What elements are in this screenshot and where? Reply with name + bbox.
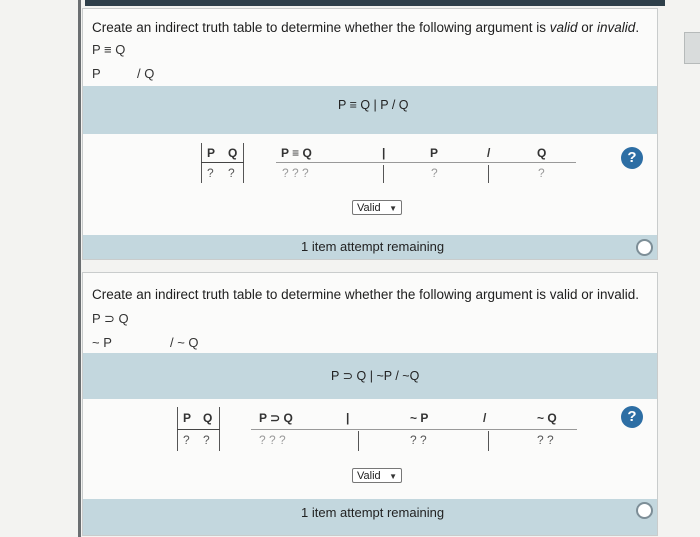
col-slash: / — [487, 146, 491, 160]
table-header-rule — [251, 429, 577, 430]
question-card-1 — [82, 8, 658, 260]
chevron-down-icon: ▼ — [389, 472, 397, 481]
formula-band — [83, 353, 657, 399]
cell-q[interactable]: ? — [203, 433, 210, 447]
table-divider — [488, 165, 489, 183]
conclusion-left: ~ P — [92, 335, 112, 350]
side-scroll-button[interactable] — [684, 32, 700, 64]
question-card-2 — [82, 272, 658, 536]
col-header-minor: P — [430, 146, 439, 160]
cell-p[interactable]: ? — [207, 166, 214, 180]
cell-premise[interactable]: ? ? ? — [259, 433, 286, 447]
cell-conclusion[interactable]: ? — [538, 166, 545, 180]
validity-select[interactable]: Valid ▼ — [352, 200, 402, 215]
question-prompt: Create an indirect truth table to determine whether the following argument is valid or invalid. — [92, 20, 640, 35]
premise-1: P ⊃ Q — [92, 311, 129, 326]
table-header-rule — [177, 429, 220, 430]
attempts-remaining: 1 item attempt remaining — [301, 239, 445, 254]
table-header-rule — [276, 162, 576, 163]
table-divider — [243, 143, 244, 183]
table-divider — [383, 165, 384, 183]
left-border — [78, 0, 81, 537]
table-divider — [201, 143, 202, 183]
cell-premise[interactable]: ? ? ? — [282, 166, 309, 180]
col-header-conclusion: ~ Q — [537, 411, 557, 425]
table-divider — [358, 431, 359, 451]
col-header-q: Q — [203, 411, 213, 425]
validity-select[interactable]: Valid ▼ — [352, 468, 402, 483]
col-header-premise: P ≡ Q — [281, 146, 312, 160]
cell-minor[interactable]: ? — [431, 166, 438, 180]
cell-minor[interactable]: ? ? — [410, 433, 427, 447]
col-slash: / — [483, 411, 487, 425]
argument-formula: P ≡ Q | P / Q — [338, 98, 409, 112]
col-header-p: P — [207, 146, 216, 160]
status-circle-icon — [636, 239, 653, 256]
conclusion-right: / Q — [137, 66, 155, 81]
conclusion-left: P — [92, 66, 101, 81]
attempts-band — [83, 499, 657, 535]
help-button[interactable]: ? — [621, 406, 643, 428]
status-circle-icon — [636, 502, 653, 519]
col-header-p: P — [183, 411, 192, 425]
col-header-conclusion: Q — [537, 146, 547, 160]
table-header-rule — [201, 162, 244, 163]
argument-formula: P ⊃ Q | ~P / ~Q — [331, 369, 420, 383]
formula-band — [83, 86, 657, 134]
col-header-minor: ~ P — [410, 411, 429, 425]
cell-conclusion[interactable]: ? ? — [537, 433, 554, 447]
conclusion-right: / ~ Q — [170, 335, 199, 350]
cell-q[interactable]: ? — [228, 166, 235, 180]
question-prompt: Create an indirect truth table to determine whether the following argument is valid or invalid. — [92, 287, 640, 302]
help-button[interactable]: ? — [621, 147, 643, 169]
chevron-down-icon: ▼ — [389, 204, 397, 213]
col-separator: | — [346, 411, 350, 425]
attempts-band — [83, 235, 657, 259]
col-header-premise: P ⊃ Q — [259, 411, 293, 425]
col-separator: | — [382, 146, 386, 160]
top-bar — [85, 0, 665, 6]
attempts-remaining: 1 item attempt remaining — [301, 505, 445, 520]
premise-1: P ≡ Q — [92, 42, 126, 57]
col-header-q: Q — [228, 146, 238, 160]
table-divider — [488, 431, 489, 451]
cell-p[interactable]: ? — [183, 433, 190, 447]
